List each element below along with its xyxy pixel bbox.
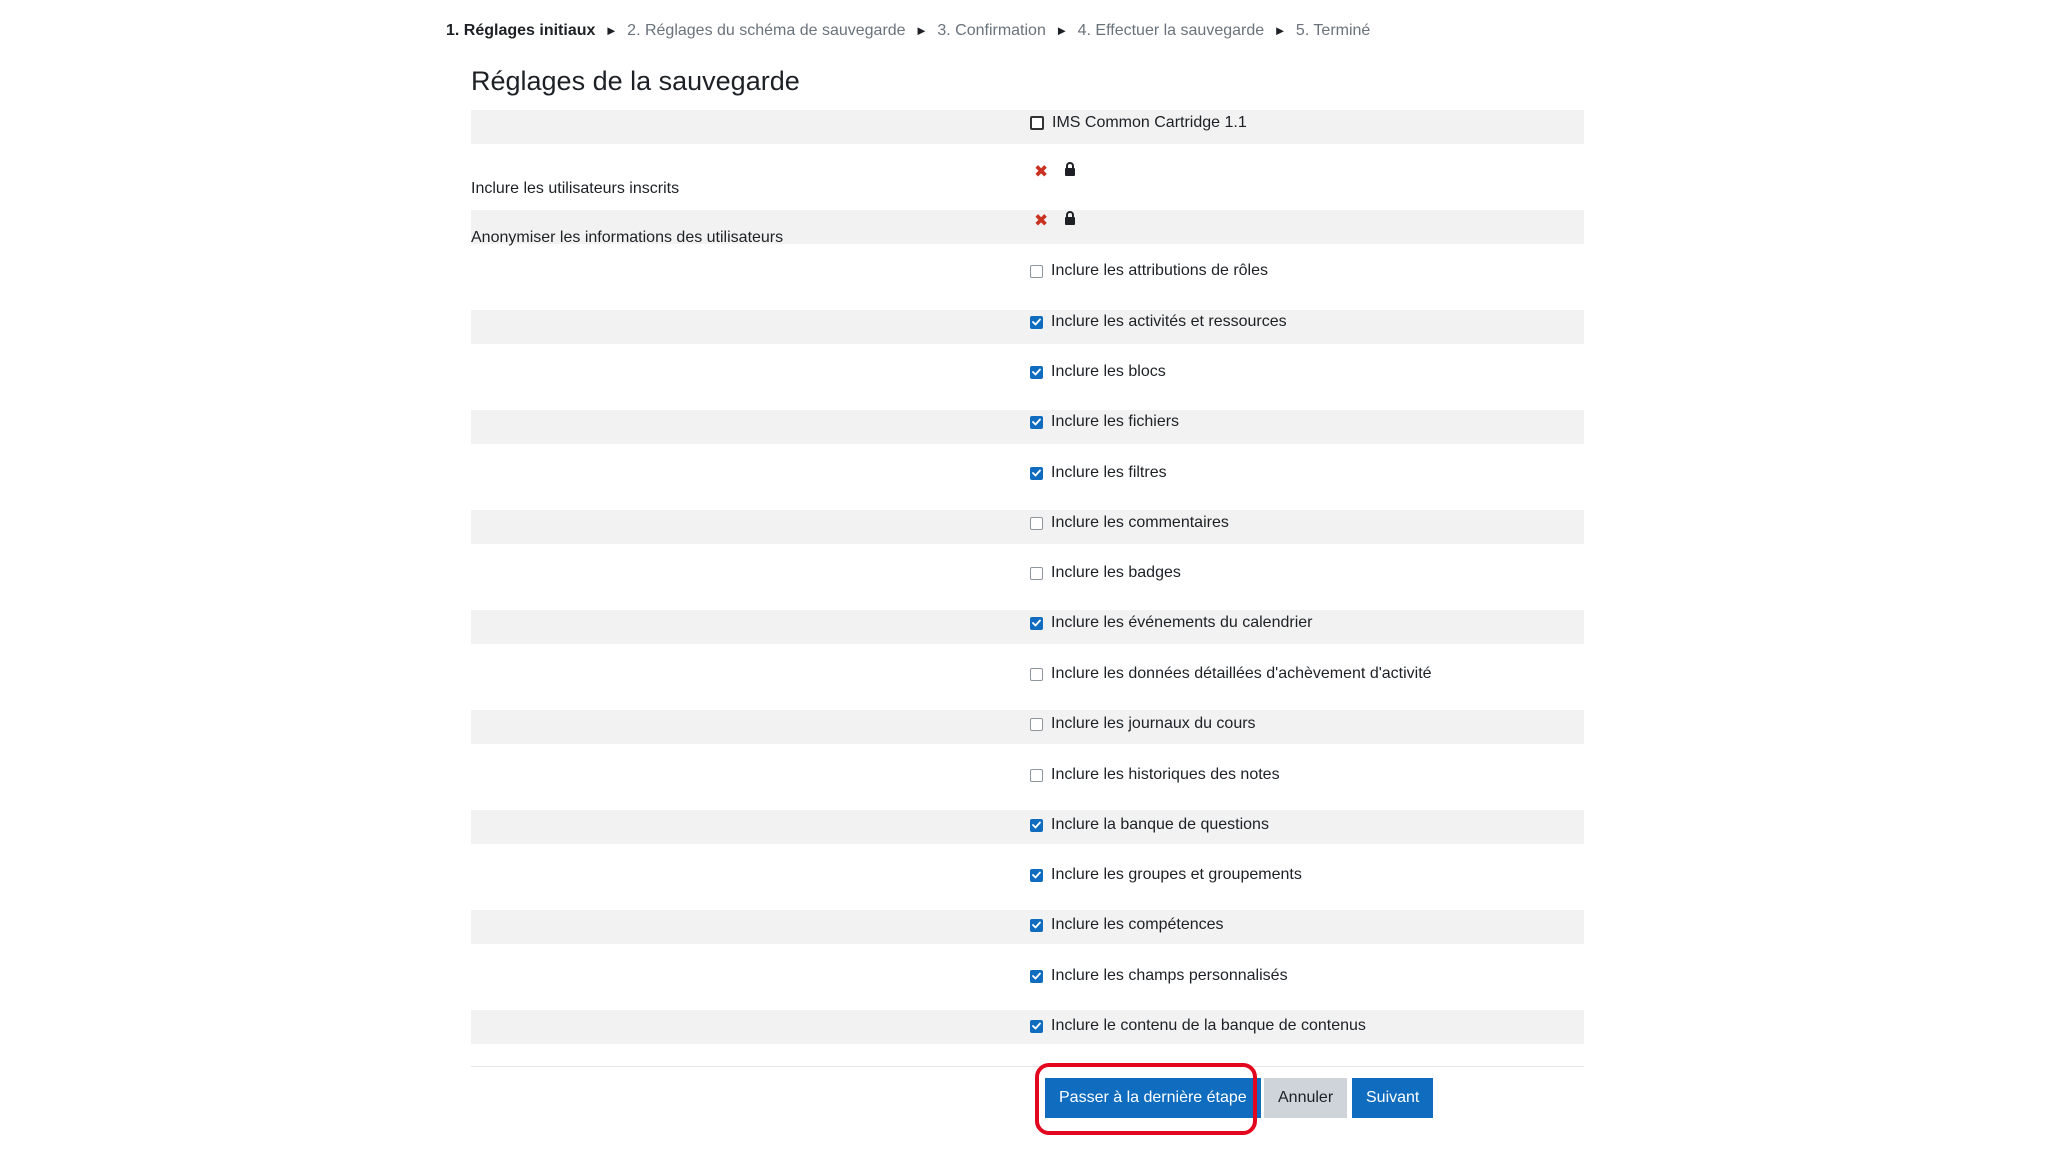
checkbox-checked[interactable] bbox=[1030, 1020, 1043, 1033]
setting-row bbox=[471, 810, 1584, 844]
setting-label: Anonymiser les informations des utilisateurs bbox=[471, 229, 784, 246]
checkbox-label[interactable]: Inclure les filtres bbox=[1051, 464, 1167, 481]
checkbox-label[interactable]: Inclure les activités et ressources bbox=[1051, 313, 1287, 330]
checkbox-checked[interactable] bbox=[1030, 919, 1043, 932]
lock-icon bbox=[1064, 211, 1076, 230]
breadcrumb-step-5: 5. Terminé bbox=[1295, 22, 1371, 39]
form-divider bbox=[471, 1066, 1584, 1067]
checkbox-label[interactable]: Inclure les attributions de rôles bbox=[1051, 262, 1268, 279]
checkbox-checked[interactable] bbox=[1030, 316, 1043, 329]
setting-checkbox-control bbox=[1030, 967, 1288, 985]
setting-checkbox-control bbox=[1030, 816, 1269, 834]
setting-checkbox-control bbox=[1030, 614, 1312, 632]
setting-checkbox-control bbox=[1030, 766, 1280, 784]
breadcrumb-step-4: 4. Effectuer la sauvegarde bbox=[1077, 22, 1265, 39]
checkbox-label[interactable]: Inclure le contenu de la banque de contenus bbox=[1051, 1017, 1366, 1034]
checkbox-unchecked[interactable] bbox=[1030, 265, 1043, 278]
checkbox-label[interactable]: Inclure les données détaillées d'achèvement d'activité bbox=[1051, 665, 1432, 682]
cancel-button[interactable]: Annuler bbox=[1264, 1078, 1347, 1118]
setting-row bbox=[471, 510, 1584, 544]
checkbox-label[interactable]: Inclure les événements du calendrier bbox=[1051, 614, 1313, 631]
checkbox-label[interactable]: Inclure les fichiers bbox=[1051, 413, 1180, 430]
setting-row bbox=[471, 160, 1584, 197]
checkbox-label[interactable]: Inclure les compétences bbox=[1051, 916, 1224, 933]
setting-checkbox-control bbox=[1030, 114, 1247, 132]
jump-to-final-step-button[interactable]: Passer à la dernière étape bbox=[1045, 1078, 1261, 1118]
setting-row bbox=[471, 610, 1584, 644]
setting-checkbox-control bbox=[1030, 464, 1167, 482]
setting-row bbox=[471, 410, 1584, 444]
setting-checkbox-control bbox=[1030, 916, 1224, 934]
next-button[interactable]: Suivant bbox=[1352, 1078, 1433, 1118]
checkbox-checked[interactable] bbox=[1030, 869, 1043, 882]
breadcrumb-step-2: 2. Réglages du schéma de sauvegarde bbox=[627, 22, 906, 39]
setting-row bbox=[471, 310, 1584, 344]
checkbox-unchecked[interactable] bbox=[1030, 517, 1043, 530]
setting-checkbox-control bbox=[1030, 363, 1166, 381]
cross-icon: ✖ bbox=[1034, 162, 1049, 181]
setting-row bbox=[471, 360, 1584, 394]
cross-icon: ✖ bbox=[1034, 211, 1049, 230]
setting-row bbox=[471, 710, 1584, 744]
setting-checkbox-control bbox=[1030, 1017, 1366, 1035]
breadcrumb-separator-icon: ► bbox=[1055, 23, 1069, 38]
setting-checkbox-control bbox=[1030, 715, 1256, 733]
setting-row bbox=[471, 660, 1584, 694]
breadcrumb-separator-icon: ► bbox=[1273, 23, 1287, 38]
page-title: Réglages de la sauvegarde bbox=[471, 66, 800, 96]
setting-row bbox=[471, 760, 1584, 794]
checkbox-checked[interactable] bbox=[1030, 970, 1043, 983]
setting-checkbox-control bbox=[1030, 413, 1179, 431]
checkbox-label[interactable]: Inclure les commentaires bbox=[1051, 514, 1229, 531]
checkbox-checked[interactable] bbox=[1030, 819, 1043, 832]
setting-checkbox-control bbox=[1030, 564, 1181, 582]
breadcrumb-separator-icon: ► bbox=[604, 23, 618, 38]
setting-label: Inclure les utilisateurs inscrits bbox=[471, 180, 680, 197]
setting-row bbox=[471, 460, 1584, 494]
setting-row bbox=[471, 910, 1584, 944]
setting-checkbox-control bbox=[1030, 262, 1268, 280]
checkbox-label[interactable]: Inclure les champs personnalisés bbox=[1051, 967, 1288, 984]
lock-icon bbox=[1064, 162, 1076, 181]
setting-checkbox-control bbox=[1030, 313, 1287, 331]
checkbox-label[interactable]: Inclure les blocs bbox=[1051, 363, 1166, 380]
checkbox-checked[interactable] bbox=[1030, 617, 1043, 630]
locked-setting bbox=[1030, 162, 1076, 181]
setting-row bbox=[471, 860, 1584, 894]
checkbox-label[interactable]: Inclure la banque de questions bbox=[1051, 816, 1269, 833]
setting-row bbox=[471, 960, 1584, 994]
checkbox-label[interactable]: Inclure les badges bbox=[1051, 564, 1181, 581]
breadcrumb-step-1: 1. Réglages initiaux bbox=[446, 22, 596, 39]
breadcrumb-step-3: 3. Confirmation bbox=[937, 22, 1046, 39]
locked-setting bbox=[1030, 211, 1076, 230]
setting-row bbox=[471, 560, 1584, 594]
checkbox-checked[interactable] bbox=[1030, 467, 1043, 480]
setting-checkbox-control bbox=[1030, 665, 1432, 683]
checkbox-label[interactable]: Inclure les groupes et groupements bbox=[1051, 866, 1302, 883]
setting-row bbox=[471, 210, 1584, 244]
checkbox-checked[interactable] bbox=[1030, 416, 1043, 429]
checkbox-unchecked[interactable] bbox=[1030, 668, 1043, 681]
setting-checkbox-control bbox=[1030, 866, 1302, 884]
checkbox-label[interactable]: Inclure les historiques des notes bbox=[1051, 766, 1280, 783]
breadcrumb-separator-icon: ► bbox=[915, 23, 928, 38]
setting-row bbox=[471, 1010, 1584, 1044]
checkbox-unchecked[interactable] bbox=[1030, 769, 1043, 782]
checkbox-unchecked[interactable] bbox=[1030, 567, 1043, 580]
checkbox-unchecked[interactable] bbox=[1030, 718, 1043, 731]
checkbox-label[interactable]: Inclure les journaux du cours bbox=[1051, 715, 1256, 732]
checkbox-checked[interactable] bbox=[1030, 366, 1043, 379]
setting-row bbox=[471, 110, 1584, 144]
setting-checkbox-control bbox=[1030, 514, 1229, 532]
backup-progress-breadcrumb bbox=[446, 22, 1370, 40]
checkbox-unchecked[interactable] bbox=[1030, 116, 1044, 130]
checkbox-label[interactable]: IMS Common Cartridge 1.1 bbox=[1052, 114, 1247, 131]
setting-row bbox=[471, 260, 1584, 294]
